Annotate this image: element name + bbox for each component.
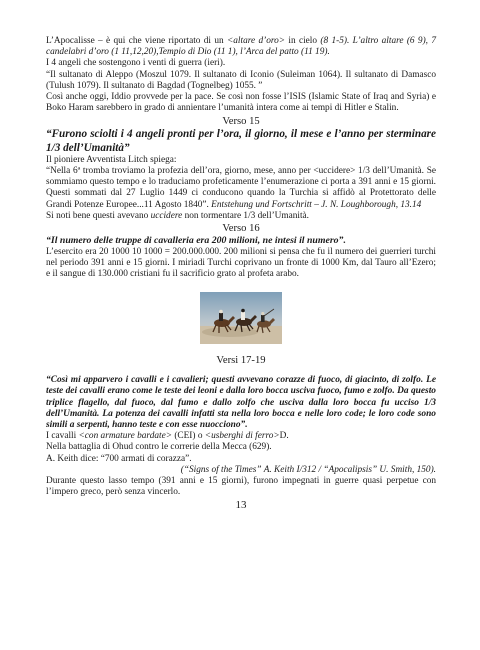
armature-phrase: <con armature bardate> xyxy=(78,431,172,442)
note-emphasis: uccidere xyxy=(150,210,183,221)
today-paragraph: Così anche oggi, Iddio provvede per la pace. Se così non fosse l’ISIS (Islamic State of Iraq and Syria) e Boko Haram sarebbero in grado di annientare l’umanità intera come ai tempi di Hitler e Stalin. xyxy=(46,92,436,114)
horses-line xyxy=(46,431,436,442)
cavalry-horsemen-illustration xyxy=(200,292,282,344)
altro-altare-text: L’altro altare (6 9), 7 candelabri d’oro (1 11,12,20),Tempio di Dio (11 1), l’Arca del patto (11 19). xyxy=(46,36,436,58)
horses-part-a: I cavalli xyxy=(46,431,79,442)
altare-phrase: <altare d’oro> xyxy=(227,36,286,46)
verse-16-quote: “Il numero delle truppe di cavalleria era 200 milioni, ne intesi il numero”. xyxy=(46,235,346,247)
intro-paragraph xyxy=(46,36,436,58)
note-part-a: Si noti bene questi avevano xyxy=(46,210,151,221)
intro-reference: (8 1-5). xyxy=(320,36,350,46)
verse-16-body: L’esercito era 20 1000 10 1000 = 200.000.000. 200 milioni si pensa che fu il numero dei guerrieri turchi nel periodo 391 anni e 15 giorni. I miriadi Turchi coprivano un fronte di 1000 Km, dal Tauro all’Ezero; e il sangue di 130.000 cristiani fu il sacrificio grato al profeta arabo. xyxy=(46,246,436,279)
sultanates-paragraph: “Il sultanato di Aleppo (Moszul 1079. Il sultanato di Iconio (Suleiman 1064). Il sultanato di Damasco (Tulush 1079). Il sultanato di Bagdad (Tognelbeg) 1055. ” xyxy=(46,69,436,91)
verse-15-quote: “Furono sciolti i 4 angeli pronti per l’ora, il giorno, il mese e l’anno per sterminare 1/3 dell’Umanità” xyxy=(46,128,436,154)
intro-in-cielo: in cielo xyxy=(285,36,321,46)
page-number: 13 xyxy=(235,499,247,512)
citation: Entstehung und Fortschritt – J. N. Loughborough, 13.14 xyxy=(211,199,422,210)
litch-explanation xyxy=(46,166,436,211)
ohud-line: Nella battaglia di Ohud contro le correrie della Mecca (629). xyxy=(46,442,272,453)
horses-part-c: (CEI) o xyxy=(172,431,205,442)
note-line xyxy=(46,211,436,222)
angels-line: I 4 angeli che sostengono i venti di guerra (ieri). xyxy=(46,58,226,69)
verse-17-19-title: Versi 17-19 xyxy=(216,355,266,367)
reference-line: (“Signs of the Times” A. Keith I/312 / “Apocalipsis” U. Smith, 150). xyxy=(180,464,436,475)
note-part-b: non tormentare 1/3 dell’Umanità. xyxy=(182,210,310,221)
usberghi-phrase: <usberghi di ferro> xyxy=(204,431,280,442)
intro-lead: L’Apocalisse – è qui che viene riportato di un xyxy=(46,36,227,46)
keith-line: A. Keith dice: “700 armati di corazza”. xyxy=(46,453,192,464)
verse-15-title: Verso 15 xyxy=(222,116,260,128)
pioneer-line: Il pioniere Avventista Litch spiega: xyxy=(46,154,177,165)
horses-part-e: D. xyxy=(279,431,289,442)
verse-17-19-quote: “Così mi apparvero i cavalli e i cavalieri; questi avvevano corazze di fuoco, di giacinto, di zolfo. Le teste dei cavalli erano come le teste dei leoni e dalla loro bocca usciva fuoco, fumo e zolfo. Da questo triplice flagello, dal fuoco, dal fumo e dallo zolfo che usciva dalla loro bocca fu ucciso 1/3 dell’Umanità. La potenza dei cavalli infatti sta nella loro bocca e nelle loro code; le loro code sono simili a serpenti, hanno teste e con esse nuocciono”. xyxy=(46,375,436,430)
closing-paragraph: Durante questo lasso tempo (391 anni e 15 giorni), furono impegnati in guerre quasi perpetue con l’impero greco, però senza vincerlo. xyxy=(46,475,436,498)
explanation-text: “Nella 6ª tromba troviamo la profezia dell’ora, giorno, mese, anno per <uccidere> 1/3 dell’Umanità. Se sommiamo questo tempo e lo traduciamo profeticamente l’enumerazione ci porta a 391 anni e 15 giorni. Questi sommati dal 27 Luglio 1449 ci conducono quando la Turchia si affidò al Protettorato delle Grandi Potenze Europee...11 Agosto 1840”. xyxy=(46,166,436,210)
verse-16-title: Verso 16 xyxy=(222,223,260,235)
